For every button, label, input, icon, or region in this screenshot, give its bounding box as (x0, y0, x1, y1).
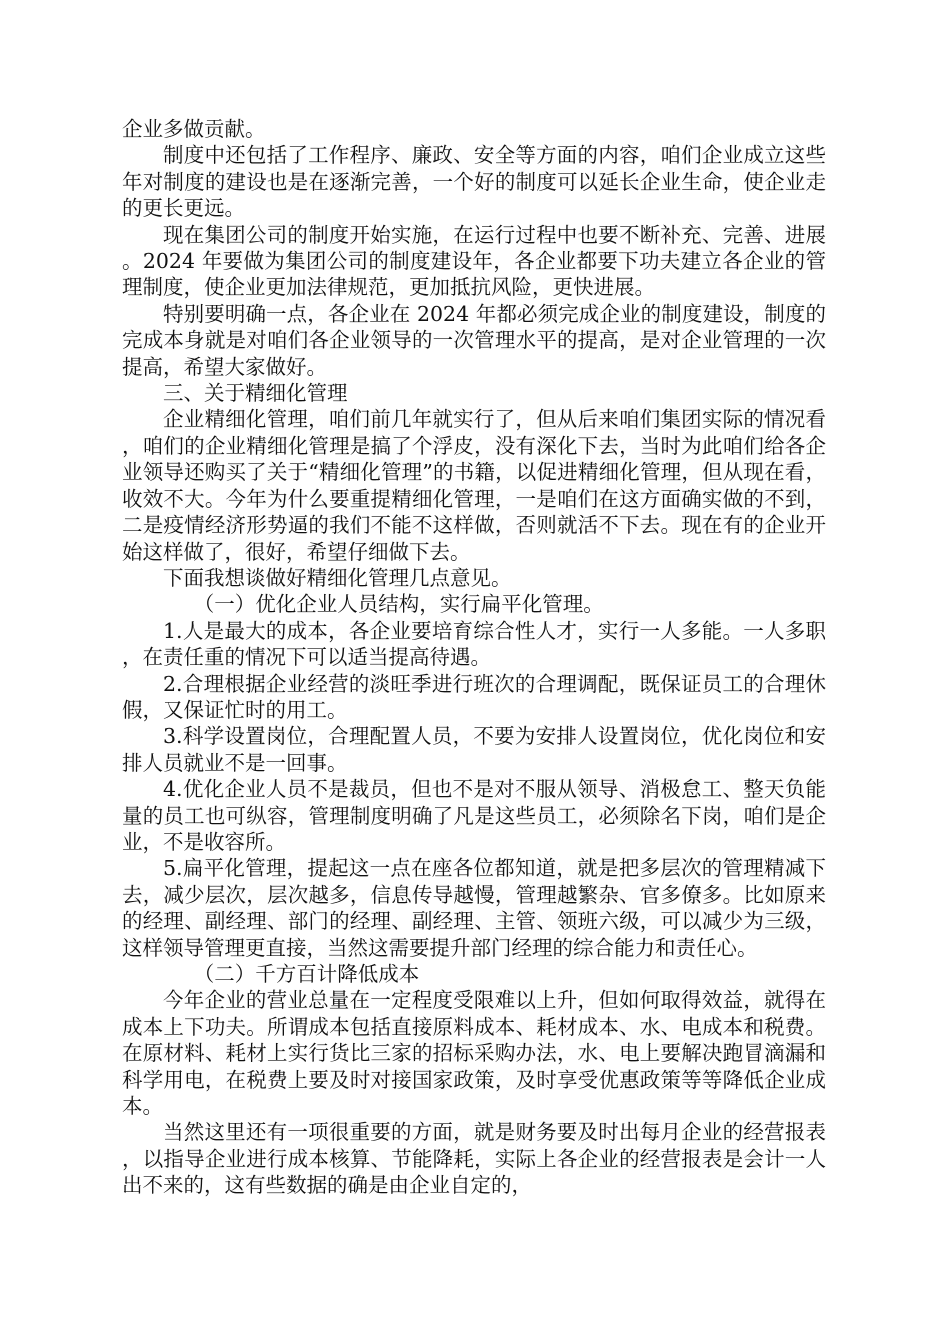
paragraph-system-deadline: 特别要明确一点，各企业在 2024 年都必须完成企业的制度建设，制度的完成本身就是对咱们各企业领导的一次管理水平的提高，是对企业管理的一次提高，希望大家做好。 (122, 301, 826, 379)
paragraph-refined-management-intro: 企业精细化管理，咱们前几年就实行了，但从后来咱们集团实际的情况看，咱们的企业精细化管理是搞了个浮皮，没有深化下去，当时为此咱们给各企业领导还购买了关于“精细化管理”的书籍，以促进精细化管理，但从现在看，收效不大。今年为什么要重提精细化管理，一是咱们在这方面确实做的不到，二是疫情经济形势逼的我们不能不这样做，否则就活不下去。现在有的企业开始这样做了，很好，希望仔细做下去。 (122, 407, 826, 564)
section-heading-refined-management: 三、关于精细化管理 (163, 381, 348, 406)
list-item-1: 1.人是最大的成本，各企业要培育综合性人才，实行一人多能。一人多职，在责任重的情况下可以适当提高待遇。 (122, 618, 826, 670)
paragraph-system-content: 制度中还包括了工作程序、廉政、安全等方面的内容，咱们企业成立这些年对制度的建设也是在逐渐完善，一个好的制度可以延长企业生命，使企业走的更长更远。 (122, 143, 826, 221)
subheading-cost-reduction: （二）千方百计降低成本 (193, 962, 420, 986)
list-item-2: 2.合理根据企业经营的淡旺季进行班次的合理调配，既保证员工的合理休假，又保证忙时的用工。 (122, 671, 826, 722)
list-item-4: 4.优化企业人员不是裁员，但也不是对不服从领导、消极怠工、整天负能量的员工也可纵容，管理制度明确了凡是这些员工，必须除名下岗，咱们是企业，不是收容所。 (122, 777, 826, 854)
list-item-5: 5.扁平化管理，提起这一点在座各位都知道，就是把多层次的管理精减下去，减少层次，层次越多，信息传导越慢，管理越繁杂、官多僚多。比如原来的经理、副经理、部门的经理、副经理、主管、领班六级，可以减少为三级，这样领导管理更直接，当然这需要提升部门经理的综合能力和责任心。 (122, 856, 826, 960)
paragraph-continuation: 企业多做贡献。 (122, 117, 266, 141)
paragraph-financial-reports: 当然这里还有一项很重要的方面，就是财务要及时出每月企业的经营报表，以指导企业进行成本核算、节能降耗，实际上各企业的经营报表是会计一人出不来的，这有些数据的确是由企业自定的， (122, 1120, 826, 1198)
paragraph-system-implementation: 现在集团公司的制度开始实施，在运行过程中也要不断补充、完善、进展。2024 年要做为集团公司的制度建设年，各企业都要下功夫建立各企业的管理制度，使企业更加法律规范，更加抵抗风险，更快进展。 (122, 222, 826, 300)
document-page (122, 116, 826, 1199)
paragraph-opinions-intro: 下面我想谈做好精细化管理几点意见。 (163, 565, 512, 590)
paragraph-cost-reduction: 今年企业的营业总量在一定程度受限难以上升，但如何取得效益，就得在成本上下功夫。所谓成本包括直接原料成本、耗材成本、水、电成本和税费。在原材料、耗材上实行货比三家的招标采购办法，水、电上要解决跑冒滴漏和科学用电，在税费上要及时对接国家政策，及时享受优惠政策等等降低企业成本。 (122, 988, 826, 1119)
list-item-3: 3.科学设置岗位，合理配置人员，不要为安排人设置岗位，优化岗位和安排人员就业不是一回事。 (122, 724, 826, 775)
subheading-staff-structure: （一）优化企业人员结构，实行扁平化管理。 (193, 592, 604, 617)
